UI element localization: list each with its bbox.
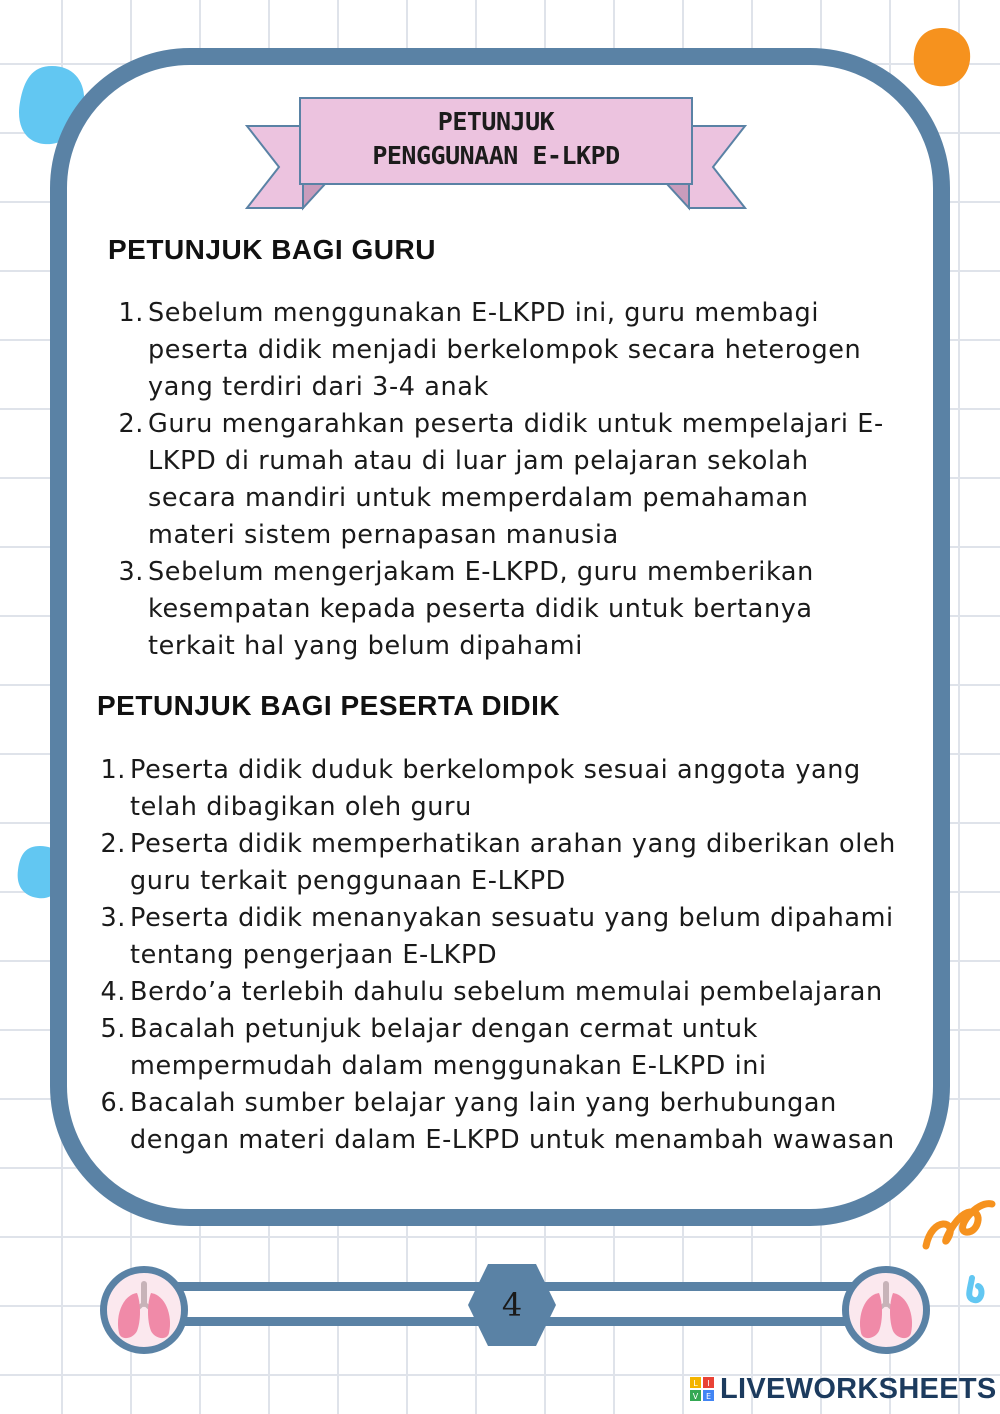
heading-petunjuk-guru: PETUNJUK BAGI GURU xyxy=(108,234,436,265)
list-item-line: Guru mengarahkan peserta didik untuk mempelajari E- xyxy=(148,409,884,439)
list-item xyxy=(118,406,908,554)
list-item-number: 3. xyxy=(100,903,126,933)
logo-letter-v: V xyxy=(692,1392,699,1401)
list-item xyxy=(118,295,908,406)
list-item-line: Peserta didik menanyakan sesuatu yang belum dipahami xyxy=(130,903,894,933)
page-title-line-1: PETUNJUK xyxy=(437,107,555,136)
list-item-line: telah dibagikan oleh guru xyxy=(130,792,472,822)
title-ribbon xyxy=(245,96,747,212)
liveworksheets-logo-icon xyxy=(690,1377,714,1401)
list-item xyxy=(100,1085,930,1159)
lungs-icon xyxy=(849,1273,923,1347)
list-item xyxy=(100,752,930,826)
orange-blob-top-right xyxy=(908,24,974,90)
lungs-badge-right xyxy=(842,1266,930,1354)
list-item-line: tentang pengerjaan E-LKPD xyxy=(130,940,498,970)
list-item-number: 3. xyxy=(118,557,144,587)
list-item xyxy=(100,826,930,900)
list-item-line: peserta didik menjadi berkelompok secara heterogen xyxy=(148,335,862,365)
list-item-line: dengan materi dalam E-LKPD untuk menambah wawasan xyxy=(130,1125,895,1155)
brand-name: LIVEWORKSHEETS xyxy=(720,1372,997,1405)
guru-instruction-list xyxy=(118,295,908,665)
list-item-line: Peserta didik duduk berkelompok sesuai anggota yang xyxy=(130,755,861,785)
logo-letter-i: I xyxy=(707,1379,710,1388)
list-item-line: yang terdiri dari 3-4 anak xyxy=(148,372,489,402)
list-item-line: Peserta didik memperhatikan arahan yang diberikan oleh xyxy=(130,829,896,859)
lungs-icon xyxy=(107,1273,181,1347)
list-item-number: 1. xyxy=(118,298,144,328)
heading-petunjuk-peserta-didik: PETUNJUK BAGI PESERTA DIDIK xyxy=(97,690,561,721)
page-title xyxy=(300,96,692,182)
list-item xyxy=(100,1011,930,1085)
liveworksheets-brand xyxy=(690,1372,997,1406)
list-item-line: materi sistem pernapasan manusia xyxy=(148,520,619,550)
logo-letter-e: E xyxy=(705,1392,712,1401)
list-item xyxy=(100,974,930,1011)
list-item xyxy=(118,554,908,665)
list-item-line: Berdo’a terlebih dahulu sebelum memulai pembelajaran xyxy=(130,977,883,1007)
logo-letter-l: L xyxy=(693,1379,698,1388)
lungs-badge-left xyxy=(100,1266,188,1354)
list-item-line: Bacalah sumber belajar yang lain yang berhubungan xyxy=(130,1088,837,1118)
list-item-number: 2. xyxy=(118,409,144,439)
list-item-number: 5. xyxy=(100,1014,126,1044)
list-item-line: Sebelum mengerjakam E-LKPD, guru memberikan xyxy=(148,557,814,587)
list-item-line: kesempatan kepada peserta didik untuk bertanya xyxy=(148,594,813,624)
list-item xyxy=(100,900,930,974)
list-item-number: 2. xyxy=(100,829,126,859)
page-title-line-2: PENGGUNAAN E-LKPD xyxy=(372,141,620,170)
student-instruction-list xyxy=(100,752,930,1159)
list-item-line: guru terkait penggunaan E-LKPD xyxy=(130,866,566,896)
list-item-number: 1. xyxy=(100,755,126,785)
list-item-number: 4. xyxy=(100,977,126,1007)
list-item-line: LKPD di rumah atau di luar jam pelajaran sekolah xyxy=(148,446,809,476)
list-item-number: 6. xyxy=(100,1088,126,1118)
list-item-line: mempermudah dalam menggunakan E-LKPD ini xyxy=(130,1051,767,1081)
list-item-line: terkait hal yang belum dipahami xyxy=(148,631,583,661)
page-number: 4 xyxy=(501,1286,523,1324)
list-item-line: Sebelum menggunakan E-LKPD ini, guru membagi xyxy=(148,298,820,328)
curl-decoration-icon xyxy=(918,1186,1000,1316)
list-item-line: secara mandiri untuk memperdalam pemahaman xyxy=(148,483,809,513)
list-item-line: Bacalah petunjuk belajar dengan cermat untuk xyxy=(130,1014,759,1044)
